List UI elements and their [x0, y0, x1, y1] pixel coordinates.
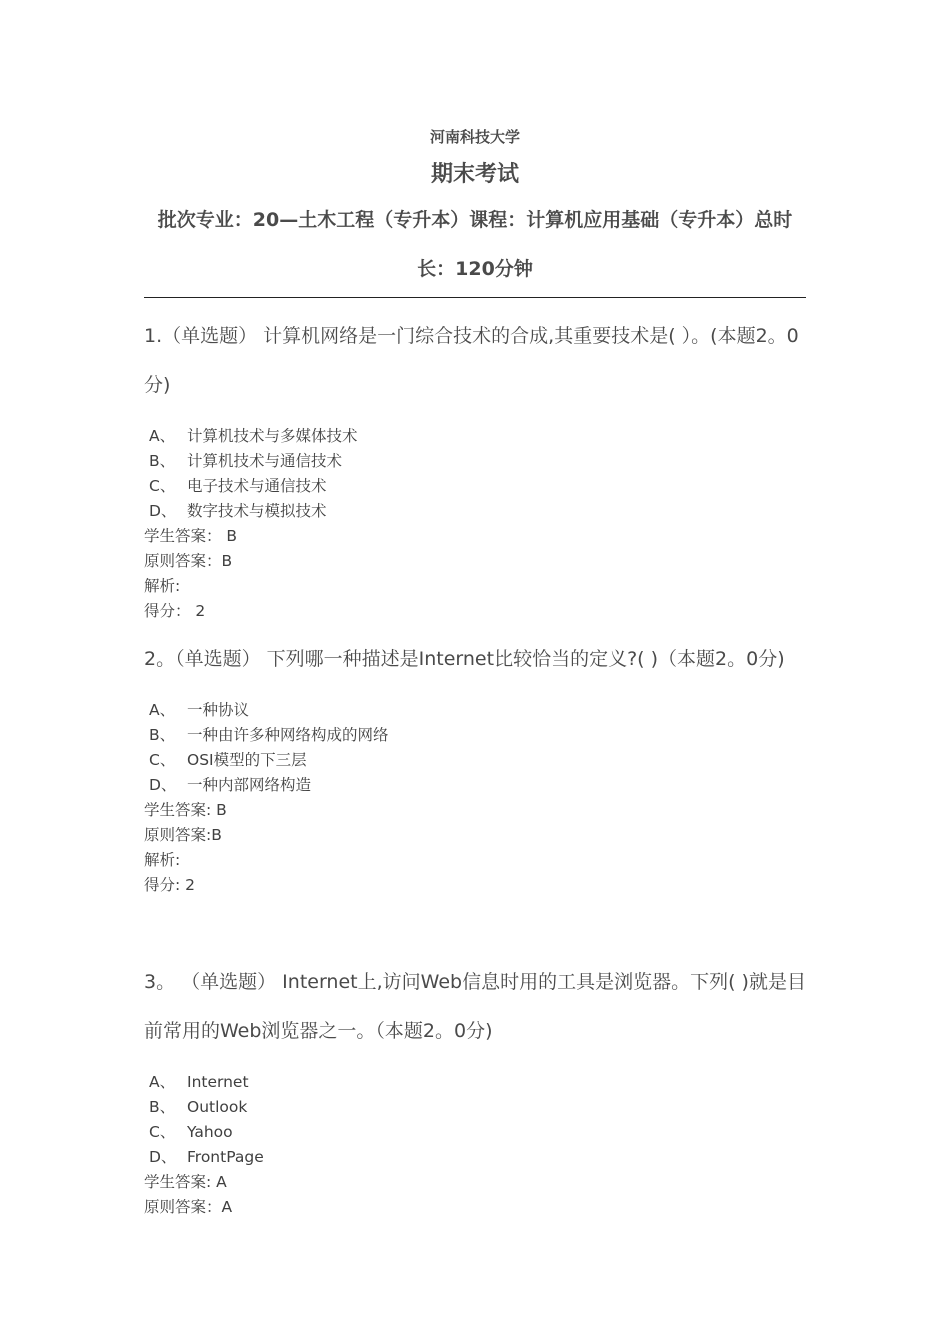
- score: 得分： 2: [144, 602, 206, 620]
- option-list: [144, 1070, 806, 1170]
- option-letter: A、: [149, 427, 176, 445]
- analysis: 解析:: [144, 577, 181, 595]
- option-d: [144, 773, 806, 798]
- option-letter: B、: [149, 726, 176, 744]
- student-answer: 学生答案： B: [144, 527, 238, 545]
- option-c: [144, 1120, 806, 1145]
- option-letter: C、: [149, 1123, 176, 1141]
- standard-answer: 原则答案：A: [144, 1198, 233, 1216]
- option-text: Outlook: [187, 1098, 248, 1116]
- standard-answer: 原则答案:B: [144, 826, 222, 844]
- option-letter: D、: [149, 776, 177, 794]
- option-text: FrontPage: [187, 1148, 264, 1166]
- question-2: [144, 635, 806, 898]
- option-text: 一种内部网络构造: [187, 776, 312, 794]
- option-b: [144, 1095, 806, 1120]
- option-text: 数字技术与模拟技术: [187, 502, 327, 520]
- question-3: [144, 958, 806, 1220]
- option-text: 计算机技术与多媒体技术: [187, 427, 358, 445]
- option-letter: B、: [149, 452, 176, 470]
- option-letter: A、: [149, 701, 176, 719]
- score: 得分: 2: [144, 876, 196, 894]
- option-text: OSI模型的下三层: [187, 751, 307, 769]
- option-text: 计算机技术与通信技术: [187, 452, 343, 470]
- option-text: 一种协议: [187, 701, 250, 719]
- exam-meta: 批次专业：20—土木工程（专升本）课程：计算机应用基础（专升本）总时长：120分钟: [157, 209, 793, 280]
- option-a: [144, 424, 806, 449]
- option-letter: C、: [149, 751, 176, 769]
- question-stem: 3。 （单选题） Internet上,访问Web信息时用的工具是浏览器。下列( )就是目前常用的Web浏览器之一。（本题2。0分): [144, 971, 806, 1042]
- standard-answer: 原则答案：B: [144, 552, 233, 570]
- option-c: [144, 474, 806, 499]
- question-1: [144, 312, 806, 624]
- option-letter: C、: [149, 477, 176, 495]
- option-a: [144, 1070, 806, 1095]
- option-letter: D、: [149, 502, 177, 520]
- question-stem: 1.（单选题） 计算机网络是一门综合技术的合成,其重要技术是( ）。(本题2。0分): [144, 325, 799, 396]
- exam-title: 期末考试: [430, 162, 519, 187]
- student-answer: 学生答案: B: [144, 801, 227, 819]
- option-b: [144, 449, 806, 474]
- option-text: Internet: [187, 1073, 249, 1091]
- option-letter: A、: [149, 1073, 176, 1091]
- option-d: [144, 499, 806, 524]
- option-b: [144, 723, 806, 748]
- option-letter: D、: [149, 1148, 177, 1166]
- student-answer: 学生答案: A: [144, 1173, 227, 1191]
- option-text: 电子技术与通信技术: [187, 477, 327, 495]
- analysis: 解析:: [144, 851, 181, 869]
- option-list: [144, 424, 806, 524]
- option-text: Yahoo: [187, 1123, 233, 1141]
- option-list: [144, 698, 806, 798]
- option-a: [144, 698, 806, 723]
- option-letter: B、: [149, 1098, 176, 1116]
- document-header: [144, 124, 806, 294]
- option-text: 一种由许多种网络构成的网络: [187, 726, 389, 744]
- school-name: 河南科技大学: [429, 128, 520, 146]
- option-c: [144, 748, 806, 773]
- option-d: [144, 1145, 806, 1170]
- header-divider: [144, 297, 806, 298]
- question-stem: 2。（单选题） 下列哪一种描述是Internet比较恰当的定义?( )（本题2。0分): [144, 648, 785, 670]
